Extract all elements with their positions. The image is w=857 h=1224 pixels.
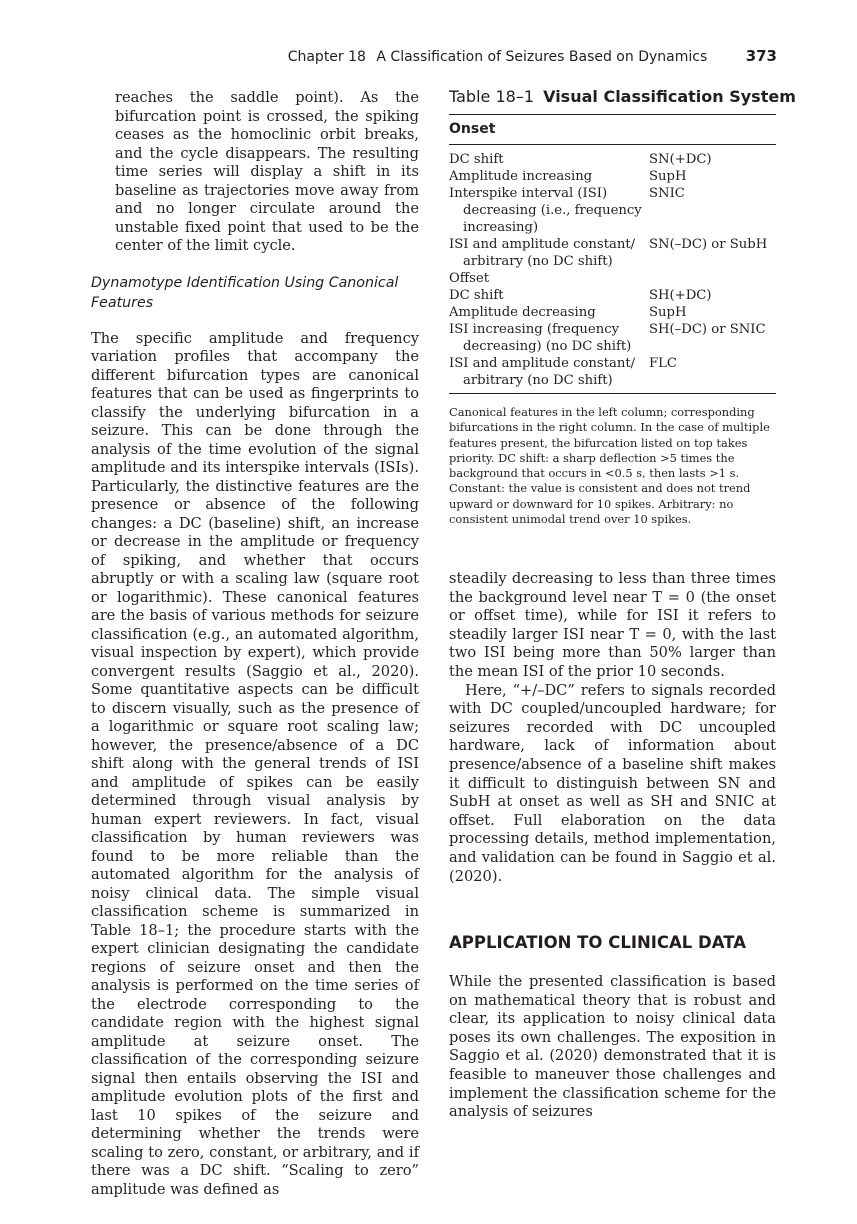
feature-text: DC shift — [449, 288, 504, 303]
running-header — [288, 47, 777, 67]
table-cell-bifurcation: FLC — [649, 356, 677, 371]
feature-text: ISI and amplitude constant/ — [449, 237, 636, 252]
table-number: Table 18–1 — [449, 87, 534, 106]
table-cell-bifurcation: SN(–DC) or SubH — [649, 237, 768, 252]
page-number: 373 — [745, 47, 777, 65]
table-row — [449, 236, 776, 270]
table-cell-feature — [449, 355, 649, 389]
section-heading: APPLICATION TO CLINICAL DATA — [449, 933, 746, 953]
table-cell-bifurcation: SN(+DC) — [649, 152, 712, 167]
table-body — [449, 145, 776, 393]
table-cell-feature — [449, 236, 649, 270]
feature-text: ISI increasing (frequency — [449, 322, 620, 337]
table-footnote: Canonical features in the left column; corresponding bifurcations in the right column. In the case of multiple features present, the bifurcation listed on top takes priority. DC shift: a sharp deflection >5 times the background that occurs in <0.5 s, then lasts >1 s. Constant: the value is consistent and does not trend upward or downward for 10 spikes. Arbitrary: no consistent unimodal trend over 10 spikes. — [449, 405, 770, 527]
paragraph-application: While the presented classification is based on mathematical theory that is robust and clear, its application to noisy clinical data poses its own challenges. The exposition in Saggio et al. (2020) demonstrated that it is feasible to maneuver those challenges and implement the classification scheme for the analysis of seizures — [449, 973, 776, 1121]
table-cell-feature — [449, 270, 649, 287]
chapter-label: Chapter 18 — [287, 49, 366, 65]
table-row — [449, 151, 776, 168]
table-cell-feature — [449, 168, 649, 185]
table-row — [449, 304, 776, 321]
paragraph-scaling: steadily decreasing to less than three times the background level near T = 0 (the onset or offset time), while for ISI it refers to steadily larger ISI near T = 0, with the last two ISI being more than 50% larger than the mean ISI of the prior 10 seconds. — [449, 570, 776, 680]
table-row — [449, 287, 776, 304]
feature-text-continued: decreasing) (no DC shift) — [463, 339, 632, 354]
table-cell-feature — [449, 321, 649, 355]
table-row — [449, 185, 776, 236]
left-column — [91, 89, 419, 1199]
table-caption — [449, 86, 796, 108]
paragraph-dc: Here, “+/–DC” refers to signals recorded with DC coupled/uncoupled hardware; for seizures recorded with DC uncoupled hardware, lack of information about presence/absence of a baseline shift makes it difficult to distinguish between SN and SubH at onset as well as SH and SNIC at offset. Full elaboration on the data processing details, method implementation, and validation can be found in Saggio et al. (2020). — [449, 681, 776, 885]
table-row — [449, 321, 776, 355]
right-column-text — [449, 570, 776, 1122]
table-cell-feature — [449, 304, 649, 321]
table-row — [449, 270, 776, 287]
table-cell-feature — [449, 287, 649, 304]
chapter-title: A Classification of Seizures Based on Dynamics — [376, 49, 708, 65]
table-onset-heading: Onset — [449, 121, 496, 137]
feature-text: Amplitude decreasing — [449, 305, 596, 320]
paragraph-continued: reaches the saddle point). As the bifurcation point is crossed, the spiking ceases as the homoclinic orbit breaks, and the cycle disappears. The resulting time series will display a shift in its baseline as trajectories move away from and no longer circulate around the unstable fixed point that used to be the center of the limit cycle. — [115, 89, 419, 254]
table-bottom-rule — [449, 393, 776, 394]
paragraph-dynamotype: The specific amplitude and frequency variation profiles that accompany the different bifurcation types are canonical features that can be used as fingerprints to classify the underlying bifurcation in a seizure. This can be done through the analysis of the time evolution of the signal amplitude and its interspike intervals (ISIs). Particularly, the distinctive features are the presence or absence of the following changes: a DC (baseline) shift, an increase or decrease in the amplitude or frequency of spiking, and whether that occurs abruptly or with a scaling law (square root or logarithmic). These canonical features are the basis of various methods for seizure classification (e.g., an automated algorithm, visual inspection by expert), which provide convergent results (Saggio et al., 2020). Some quantitative aspects can be difficult to discern visually, such as the presence of a logarithmic or square root scaling law; however, the presence/absence of a DC shift along with the general trends of ISI and amplitude of spikes can be easily determined through visual analysis by human expert reviewers. In fact, visual classification by human reviewers was found to be more reliable than the automated algorithm for the analysis of noisy clinical data. The simple visual classification scheme is summarized in Table 18–1; the procedure starts with the expert clinician designating the candidate regions of seizure onset and then the analysis is performed on the time series of the electrode corresponding to the candidate region with the highest signal amplitude at seizure onset. The classification of the corresponding seizure signal then entails observing the ISI and amplitude evolution plots of the first and last 10 spikes of the seizure and determining whether the trends were scaling to zero, constant, or arbitrary, and if there was a DC shift. “Scaling to zero” amplitude was defined as — [91, 329, 419, 1198]
table-cell-feature — [449, 185, 649, 236]
table-row — [449, 168, 776, 185]
feature-text: DC shift — [449, 152, 504, 167]
table-cell-bifurcation: SH(–DC) or SNIC — [649, 322, 766, 337]
table-cell-bifurcation: SH(+DC) — [649, 288, 712, 303]
table-cell-bifurcation: SupH — [649, 305, 687, 320]
feature-text: ISI and amplitude constant/ — [449, 356, 636, 371]
feature-text: Interspike interval (ISI) — [449, 186, 608, 201]
feature-text: Offset — [449, 271, 490, 286]
feature-text: Amplitude increasing — [449, 169, 593, 184]
table-cell-feature — [449, 151, 649, 168]
table-18-1 — [449, 86, 796, 527]
feature-text-continued: decreasing (i.e., frequency increasing) — [463, 203, 642, 235]
table-cell-bifurcation: SupH — [649, 169, 687, 184]
table-cell-bifurcation: SNIC — [649, 186, 685, 201]
table-row — [449, 355, 776, 389]
table-title: Visual Classification System — [543, 87, 796, 106]
subsection-heading: Dynamotype Identification Using Canonical Features — [91, 274, 399, 311]
table-cell-bifurcation — [649, 270, 776, 287]
feature-text-continued: arbitrary (no DC shift) — [463, 373, 613, 388]
feature-text-continued: arbitrary (no DC shift) — [463, 254, 613, 269]
